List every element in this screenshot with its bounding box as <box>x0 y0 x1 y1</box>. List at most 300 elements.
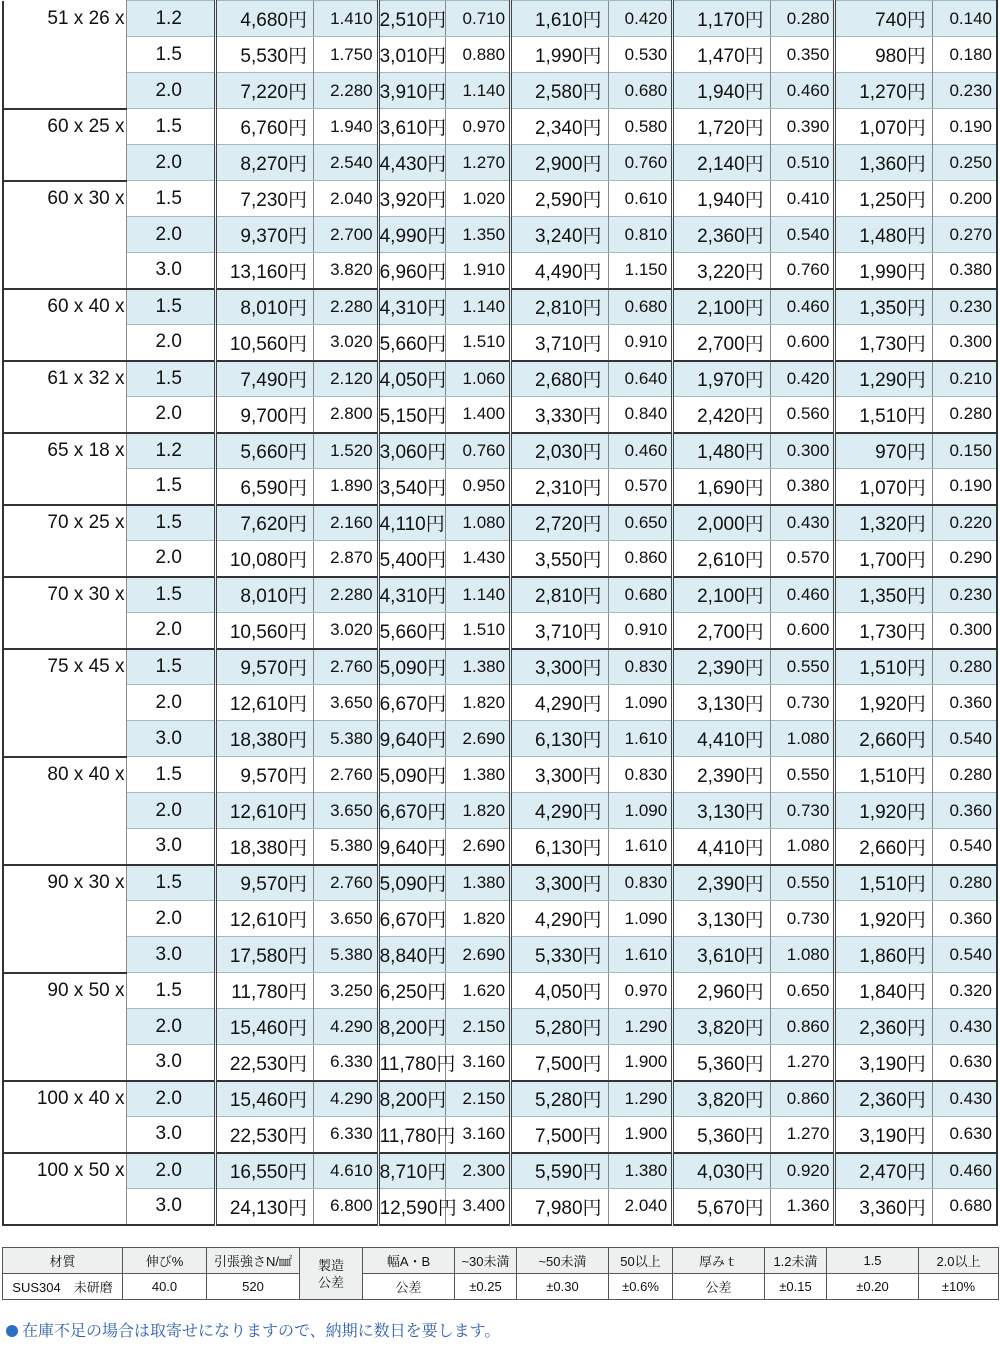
spec-header-manufacturing-2: 公差 <box>317 1274 344 1290</box>
weight-cell: 0.830 <box>608 649 673 685</box>
price-value: 5,280 <box>534 1090 583 1112</box>
price-value: 740 <box>875 10 907 31</box>
yen-suffix: 円 <box>582 837 602 859</box>
table-row <box>3 685 997 721</box>
price-value: 7,490 <box>240 370 288 392</box>
yen-suffix: 円 <box>287 46 307 67</box>
yen-suffix: 円 <box>906 946 926 967</box>
yen-suffix: 円 <box>906 910 926 931</box>
price-cell <box>511 721 608 757</box>
price-value: 22,530 <box>229 1053 288 1075</box>
yen-suffix: 円 <box>744 874 764 896</box>
thickness-cell: 1.5 <box>127 289 216 325</box>
yen-suffix: 円 <box>287 982 307 1003</box>
weight-cell: 0.910 <box>608 325 673 361</box>
weight-cell: 0.860 <box>608 541 673 577</box>
price-value: 980 <box>875 46 907 67</box>
price-cell <box>511 145 608 181</box>
table-row <box>3 1117 997 1153</box>
size-cell: 100 x 40 x <box>3 1081 127 1117</box>
price-value: 2,000 <box>697 514 745 536</box>
price-value: 1,270 <box>859 82 907 103</box>
weight-cell: 0.760 <box>770 253 835 289</box>
price-cell <box>511 505 608 541</box>
price-cell <box>511 469 608 505</box>
spec-tolerance-thickness-3: ±10% <box>919 1274 999 1300</box>
price-value: 1,350 <box>859 298 907 320</box>
price-value: 15,460 <box>229 1018 288 1039</box>
weight-cell: 0.220 <box>932 505 997 541</box>
table-row <box>3 289 997 325</box>
weight-cell: 1.080 <box>770 937 835 973</box>
yen-suffix: 円 <box>287 1197 307 1219</box>
price-value: 6,670 <box>379 694 428 715</box>
price-cell <box>673 433 770 469</box>
yen-suffix: 円 <box>582 874 602 896</box>
weight-cell: 4.290 <box>313 1081 378 1117</box>
price-value: 1,730 <box>859 621 907 643</box>
price-value: 3,820 <box>697 1090 745 1112</box>
weight-cell: 0.540 <box>770 217 835 253</box>
yen-suffix: 円 <box>582 766 602 787</box>
spec-header-material: 材質 <box>3 1248 123 1274</box>
price-cell <box>835 1153 932 1189</box>
price-value: 3,300 <box>534 658 583 680</box>
yen-suffix: 円 <box>744 190 764 211</box>
weight-cell: 1.270 <box>770 1117 835 1153</box>
price-cell <box>673 649 770 685</box>
yen-suffix: 円 <box>744 766 764 787</box>
weight-cell: 1.380 <box>446 649 511 685</box>
price-value: 4,050 <box>534 982 583 1003</box>
price-cell <box>835 865 932 901</box>
yen-suffix: 円 <box>906 874 926 896</box>
weight-cell: 0.970 <box>446 109 511 145</box>
thickness-cell: 1.5 <box>127 577 216 613</box>
price-cell <box>511 361 608 397</box>
weight-cell: 0.830 <box>608 757 673 793</box>
yen-suffix: 円 <box>437 1197 457 1219</box>
yen-suffix: 円 <box>287 405 307 427</box>
size-cell: 90 x 50 x <box>3 973 127 1009</box>
yen-suffix: 円 <box>744 1162 764 1184</box>
price-cell <box>378 37 446 73</box>
weight-cell: 2.300 <box>446 1153 511 1189</box>
weight-cell: 0.540 <box>932 721 997 757</box>
price-cell <box>216 721 313 757</box>
price-value: 1,070 <box>859 118 907 139</box>
price-value: 4,490 <box>534 261 583 283</box>
price-value: 5,400 <box>379 549 428 571</box>
price-cell <box>835 73 932 109</box>
yen-suffix: 円 <box>427 1018 447 1039</box>
price-cell <box>673 1189 770 1225</box>
yen-suffix: 円 <box>427 586 447 608</box>
yen-suffix: 円 <box>427 658 447 680</box>
table-row <box>3 109 997 145</box>
price-cell <box>835 685 932 721</box>
price-cell <box>511 1153 608 1189</box>
price-cell <box>378 1 446 37</box>
weight-cell: 0.580 <box>608 109 673 145</box>
yen-suffix: 円 <box>427 982 447 1003</box>
spec-tolerance-label-thickness: 公差 <box>673 1274 765 1300</box>
weight-cell: 3.650 <box>313 793 378 829</box>
price-cell <box>378 1009 446 1045</box>
yen-suffix: 円 <box>427 910 447 931</box>
price-value: 1,730 <box>859 333 907 355</box>
thickness-cell: 2.0 <box>127 1153 216 1189</box>
price-cell <box>216 37 313 73</box>
price-value: 5,090 <box>379 658 428 680</box>
size-cell <box>3 793 127 829</box>
weight-cell: 1.020 <box>446 181 511 217</box>
thickness-cell: 1.5 <box>127 505 216 541</box>
weight-cell: 2.760 <box>313 649 378 685</box>
weight-cell: 0.680 <box>608 289 673 325</box>
weight-cell: 4.290 <box>313 1009 378 1045</box>
price-value: 2,140 <box>697 154 745 175</box>
size-cell: 51 x 26 x <box>3 1 127 37</box>
spec-header-row <box>3 1248 999 1274</box>
thickness-cell: 1.5 <box>127 361 216 397</box>
yen-suffix: 円 <box>906 82 926 103</box>
yen-suffix: 円 <box>436 1053 456 1075</box>
yen-suffix: 円 <box>744 82 764 103</box>
price-cell <box>216 469 313 505</box>
weight-cell: 0.560 <box>770 397 835 433</box>
weight-cell: 6.800 <box>313 1189 378 1225</box>
price-cell <box>511 289 608 325</box>
price-cell <box>378 937 446 973</box>
price-cell <box>835 1189 932 1225</box>
yen-suffix: 円 <box>582 1197 602 1219</box>
price-cell <box>673 937 770 973</box>
yen-suffix: 円 <box>744 1018 764 1039</box>
price-value: 24,130 <box>229 1197 288 1219</box>
price-cell <box>378 1045 456 1081</box>
yen-suffix: 円 <box>744 910 764 931</box>
yen-suffix: 円 <box>906 658 926 680</box>
weight-cell: 1.610 <box>608 937 673 973</box>
price-value: 7,980 <box>534 1197 583 1219</box>
yen-suffix: 円 <box>744 802 764 823</box>
price-value: 1,920 <box>859 694 907 715</box>
weight-cell: 0.460 <box>770 289 835 325</box>
price-value: 4,310 <box>379 298 428 320</box>
table-row <box>3 901 997 937</box>
price-cell <box>216 1117 313 1153</box>
price-value: 2,360 <box>859 1090 907 1112</box>
weight-cell: 0.760 <box>446 433 511 469</box>
price-value: 1,840 <box>859 982 907 1003</box>
weight-cell: 0.420 <box>608 1 673 37</box>
yen-suffix: 円 <box>427 154 447 175</box>
yen-suffix: 円 <box>906 370 926 392</box>
price-value: 4,410 <box>697 837 745 859</box>
price-cell <box>673 145 770 181</box>
size-cell <box>3 217 127 253</box>
yen-suffix: 円 <box>427 1090 447 1112</box>
weight-cell: 0.460 <box>932 1153 997 1189</box>
weight-cell: 0.190 <box>932 109 997 145</box>
price-cell <box>216 109 313 145</box>
weight-cell: 0.530 <box>608 37 673 73</box>
thickness-cell: 2.0 <box>127 145 216 181</box>
size-cell <box>3 325 127 361</box>
price-value: 1,860 <box>859 946 907 967</box>
table-row <box>3 865 997 901</box>
weight-cell: 1.380 <box>446 865 511 901</box>
table-row <box>3 793 997 829</box>
weight-cell: 0.920 <box>770 1153 835 1189</box>
yen-suffix: 円 <box>906 442 926 464</box>
yen-suffix: 円 <box>287 730 307 751</box>
yen-suffix: 円 <box>582 621 602 643</box>
price-value: 1,920 <box>859 910 907 931</box>
price-cell <box>673 181 770 217</box>
yen-suffix: 円 <box>427 405 447 427</box>
price-value: 8,840 <box>379 946 428 967</box>
weight-cell: 1.610 <box>608 829 673 865</box>
price-cell <box>378 361 446 397</box>
weight-cell: 0.200 <box>932 181 997 217</box>
price-value: 11,780 <box>379 1053 437 1075</box>
price-value: 6,250 <box>379 982 428 1003</box>
weight-cell: 0.550 <box>770 757 835 793</box>
price-cell <box>216 433 313 469</box>
price-value: 8,200 <box>379 1018 428 1039</box>
price-value: 2,960 <box>697 982 745 1003</box>
yen-suffix: 円 <box>287 946 307 967</box>
yen-suffix: 円 <box>582 946 602 967</box>
table-row <box>3 181 997 217</box>
yen-suffix: 円 <box>744 298 764 320</box>
price-value: 11,780 <box>231 982 288 1003</box>
weight-cell: 1.890 <box>313 469 378 505</box>
price-cell <box>216 865 313 901</box>
yen-suffix: 円 <box>906 1090 926 1112</box>
price-value: 2,660 <box>859 837 907 859</box>
weight-cell: 1.820 <box>446 901 511 937</box>
yen-suffix: 円 <box>436 1125 456 1147</box>
yen-suffix: 円 <box>744 46 764 67</box>
yen-suffix: 円 <box>744 658 764 680</box>
yen-suffix: 円 <box>906 730 926 751</box>
yen-suffix: 円 <box>744 586 764 608</box>
weight-cell: 1.290 <box>608 1081 673 1117</box>
price-value: 8,010 <box>240 586 288 608</box>
yen-suffix: 円 <box>582 154 602 175</box>
weight-cell: 0.460 <box>770 577 835 613</box>
yen-suffix: 円 <box>287 586 307 608</box>
table-row <box>3 469 997 505</box>
price-value: 6,130 <box>534 837 583 859</box>
weight-cell: 0.540 <box>932 829 997 865</box>
yen-suffix: 円 <box>582 1018 602 1039</box>
yen-suffix: 円 <box>582 1125 602 1147</box>
weight-cell: 1.090 <box>608 685 673 721</box>
yen-suffix: 円 <box>427 82 447 103</box>
price-cell <box>378 613 446 649</box>
size-cell <box>3 937 127 973</box>
price-value: 1,480 <box>859 226 907 247</box>
yen-suffix: 円 <box>906 586 926 608</box>
weight-cell: 1.270 <box>770 1045 835 1081</box>
price-cell <box>216 217 313 253</box>
weight-cell: 0.390 <box>770 109 835 145</box>
weight-cell: 6.330 <box>313 1045 378 1081</box>
weight-cell: 0.540 <box>932 937 997 973</box>
price-cell <box>378 973 446 1009</box>
weight-cell: 2.160 <box>313 505 378 541</box>
weight-cell: 0.630 <box>932 1117 997 1153</box>
weight-cell: 1.430 <box>446 541 511 577</box>
yen-suffix: 円 <box>427 837 447 859</box>
yen-suffix: 円 <box>427 694 447 715</box>
weight-cell: 0.860 <box>770 1081 835 1117</box>
weight-cell: 5.380 <box>313 721 378 757</box>
yen-suffix: 円 <box>906 154 926 175</box>
yen-suffix: 円 <box>906 1125 926 1147</box>
thickness-cell: 1.5 <box>127 37 216 73</box>
yen-suffix: 円 <box>906 694 926 715</box>
price-value: 7,230 <box>240 190 288 211</box>
price-cell <box>216 253 313 289</box>
price-cell <box>511 1189 608 1225</box>
price-cell <box>378 757 446 793</box>
yen-suffix: 円 <box>582 370 602 392</box>
yen-suffix: 円 <box>906 298 926 320</box>
size-cell: 61 x 32 x <box>3 361 127 397</box>
table-row <box>3 1045 997 1081</box>
price-value: 2,720 <box>534 514 583 536</box>
price-value: 1,250 <box>859 190 907 211</box>
price-cell <box>378 253 446 289</box>
weight-cell: 0.600 <box>770 325 835 361</box>
yen-suffix: 円 <box>287 1162 307 1184</box>
price-cell <box>216 397 313 433</box>
price-cell <box>673 469 770 505</box>
price-value: 5,360 <box>697 1125 745 1147</box>
price-value: 1,510 <box>859 658 907 680</box>
price-cell <box>378 1153 446 1189</box>
price-value: 12,610 <box>229 694 288 715</box>
weight-cell: 1.360 <box>770 1189 835 1225</box>
size-cell: 60 x 25 x <box>3 109 127 145</box>
weight-cell: 0.410 <box>770 181 835 217</box>
weight-cell: 3.020 <box>313 325 378 361</box>
price-value: 3,190 <box>859 1125 907 1147</box>
price-value: 2,900 <box>534 154 583 175</box>
price-cell <box>216 541 313 577</box>
weight-cell: 1.150 <box>608 253 673 289</box>
price-value: 10,080 <box>229 549 288 571</box>
weight-cell: 0.880 <box>446 37 511 73</box>
price-cell <box>835 757 932 793</box>
price-cell <box>511 1081 608 1117</box>
yen-suffix: 円 <box>287 802 307 823</box>
price-value: 3,130 <box>697 910 745 931</box>
price-cell <box>511 649 608 685</box>
price-cell <box>835 37 932 73</box>
price-cell <box>835 289 932 325</box>
price-cell <box>216 973 313 1009</box>
price-cell <box>511 613 608 649</box>
size-cell <box>3 685 127 721</box>
yen-suffix: 円 <box>906 190 926 211</box>
yen-suffix: 円 <box>582 405 602 427</box>
price-cell <box>673 397 770 433</box>
price-value: 2,700 <box>697 621 745 643</box>
weight-cell: 0.730 <box>770 901 835 937</box>
yen-suffix: 円 <box>744 1197 764 1219</box>
weight-cell: 1.410 <box>313 1 378 37</box>
yen-suffix: 円 <box>906 514 926 536</box>
weight-cell: 0.600 <box>770 613 835 649</box>
price-cell <box>378 469 446 505</box>
price-value: 4,290 <box>534 694 583 715</box>
weight-cell: 1.090 <box>608 901 673 937</box>
yen-suffix: 円 <box>906 1053 926 1075</box>
weight-cell: 0.680 <box>932 1189 997 1225</box>
price-cell <box>673 217 770 253</box>
weight-cell: 0.760 <box>608 145 673 181</box>
yen-suffix: 円 <box>906 226 926 247</box>
thickness-cell: 3.0 <box>127 1117 216 1153</box>
weight-cell: 0.150 <box>932 433 997 469</box>
weight-cell: 2.690 <box>446 721 511 757</box>
yen-suffix: 円 <box>906 477 926 499</box>
yen-suffix: 円 <box>582 190 602 211</box>
yen-suffix: 円 <box>906 549 926 571</box>
price-cell <box>378 865 446 901</box>
table-row <box>3 145 997 181</box>
price-cell <box>673 973 770 1009</box>
price-cell <box>673 37 770 73</box>
price-cell <box>511 1 608 37</box>
weight-cell: 0.430 <box>770 505 835 541</box>
price-cell <box>216 181 313 217</box>
price-table <box>2 0 998 1226</box>
table-row <box>3 1081 997 1117</box>
yen-suffix: 円 <box>427 549 447 571</box>
yen-suffix: 円 <box>906 1197 926 1219</box>
thickness-cell: 2.0 <box>127 217 216 253</box>
price-cell <box>673 793 770 829</box>
yen-suffix: 円 <box>582 226 602 247</box>
yen-suffix: 円 <box>427 1162 447 1184</box>
price-cell <box>673 685 770 721</box>
table-row <box>3 37 997 73</box>
thickness-cell: 2.0 <box>127 325 216 361</box>
price-cell <box>378 1189 457 1225</box>
price-cell <box>511 433 608 469</box>
price-cell <box>378 397 446 433</box>
table-row <box>3 1189 997 1225</box>
price-cell <box>378 577 446 613</box>
price-value: 18,380 <box>229 730 288 751</box>
price-cell <box>216 1009 313 1045</box>
yen-suffix: 円 <box>582 261 602 283</box>
price-value: 3,300 <box>534 766 583 787</box>
weight-cell: 1.060 <box>446 361 511 397</box>
thickness-cell: 2.0 <box>127 901 216 937</box>
price-cell <box>511 397 608 433</box>
price-cell <box>378 829 446 865</box>
price-value: 2,390 <box>697 658 745 680</box>
weight-cell: 0.680 <box>608 577 673 613</box>
